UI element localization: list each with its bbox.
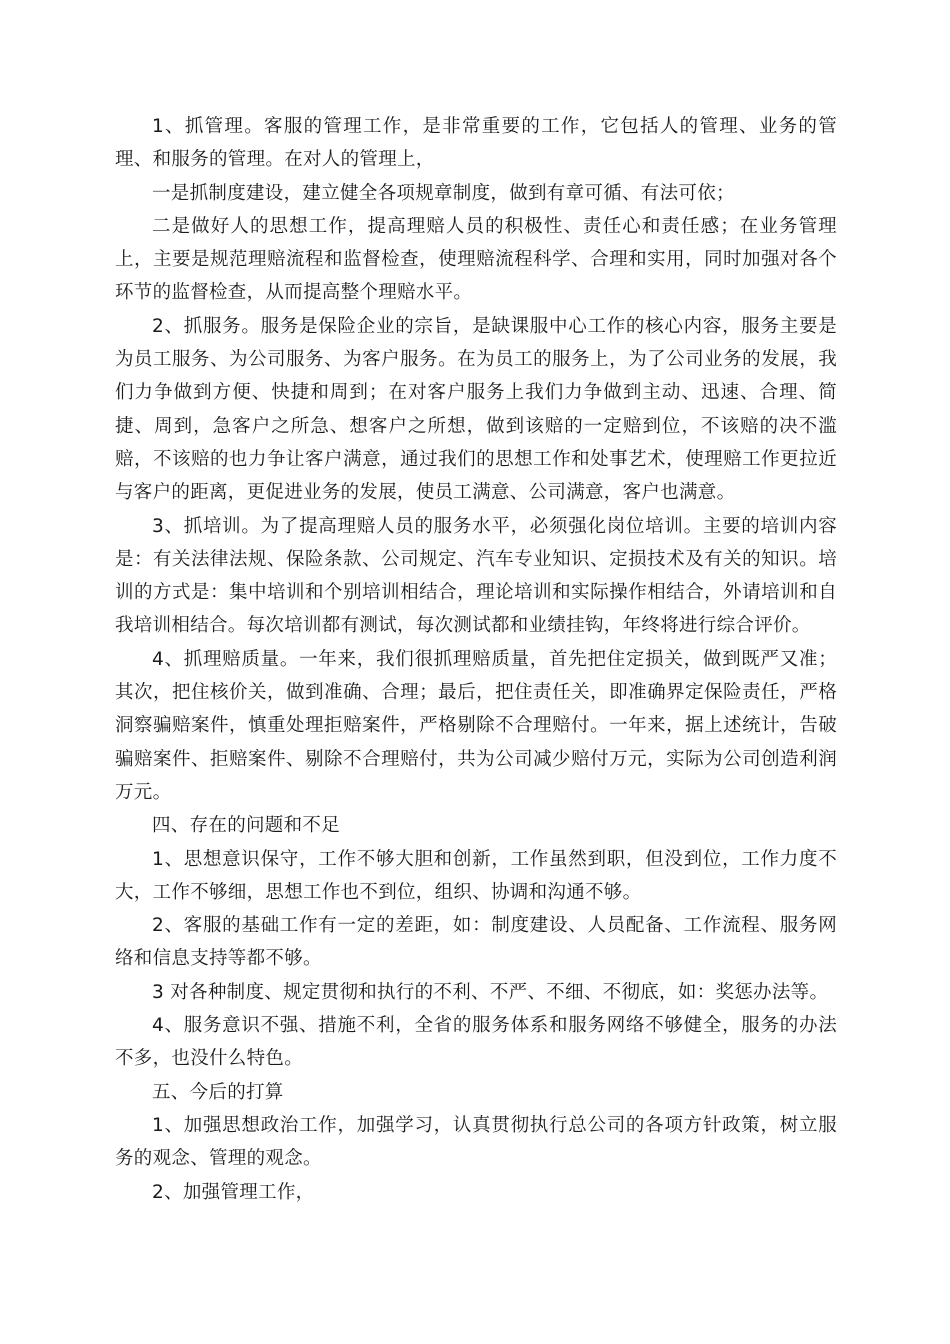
paragraph-claim-quality: 4、抓理赔质量。一年来，我们很抓理赔质量，首先把住定损关，做到既严又准；其次，把住核价关，做到准确、合理；最后，把住责任关，即准确界定保险责任，严格洞察骗赔案件，慎重处理拒赔案件，严格剔除不合理赔付。一年来，据上述统计，告破骗赔案件、拒赔案件、剔除不合理赔付，共为公司减少赔付万元，实际为公司创造利润万元。: [115, 648, 837, 803]
paragraph-problem-4: 4、服务意识不强、措施不利，全省的服务体系和服务网络不够健全，服务的办法不多，也没什么特色。: [115, 1015, 837, 1070]
paragraph-service: 2、抓服务。服务是保险企业的宗旨，是缺课服中心工作的核心内容，服务主要是为员工服务、为公司服务、为客户服务。在为员工的服务上，为了公司业务的发展，我们力争做到方便、快捷和周到；在对客户服务上我们力争做到主动、迅速、合理、简捷、周到，急客户之所急、想客户之所想，做到该赔的一定赔到位，不该赔的决不滥赔，不该赔的也力争让客户满意，通过我们的思想工作和处事艺术，使理赔工作更拉近与客户的距离，更促进业务的发展，使员工满意、公司满意，客户也满意。: [115, 315, 837, 504]
section-heading-plans: 五、今后的打算: [152, 1081, 284, 1103]
paragraph-manage: 1、抓管理。客服的管理工作，是非常重要的工作，它包括人的管理、业务的管理、和服务的管理。在对人的管理上，: [115, 116, 837, 171]
paragraph-plan-2: 2、加强管理工作，: [152, 1181, 315, 1203]
paragraph-problem-1: 1、思想意识保守，工作不够大胆和创新，工作虽然到职，但没到位，工作力度不大，工作不够细，思想工作也不到位，组织、协调和沟通不够。: [115, 848, 837, 903]
paragraph-problem-2: 2、客服的基础工作有一定的差距，如：制度建设、人员配备、工作流程、服务网络和信息支持等都不够。: [115, 915, 837, 970]
document-body: [115, 110, 837, 1209]
paragraph-training: 3、抓培训。为了提高理赔人员的服务水平，必须强化岗位培训。主要的培训内容是：有关法律法规、保险条款、公司规定、汽车专业知识、定损技术及有关的知识。培训的方式是：集中培训和个别培训相结合，理论培训和实际操作相结合，外请培训和自我培训相结合。每次培训都有测试，每次测试都和业绩挂钩，年终将进行综合评价。: [115, 515, 837, 637]
paragraph-problem-3: 3 对各种制度、规定贯彻和执行的不利、不严、不细、不彻底，如：奖惩办法等。: [152, 981, 829, 1003]
paragraph-ideological-work: 二是做好人的思想工作，提高理赔人员的积极性、责任心和责任感；在业务管理上，主要是规范理赔流程和监督检查，使理赔流程科学、合理和实用，同时加强对各个环节的监督检查，从而提高整个理赔水平。: [115, 215, 837, 304]
paragraph-plan-1: 1、加强思想政治工作，加强学习，认真贯彻执行总公司的各项方针政策，树立服务的观念、管理的观念。: [115, 1114, 837, 1170]
paragraph-system-building: 一是抓制度建设，建立健全各项规章制度，做到有章可循、有法可依；: [152, 182, 735, 204]
section-heading-problems: 四、存在的问题和不足: [152, 815, 341, 837]
